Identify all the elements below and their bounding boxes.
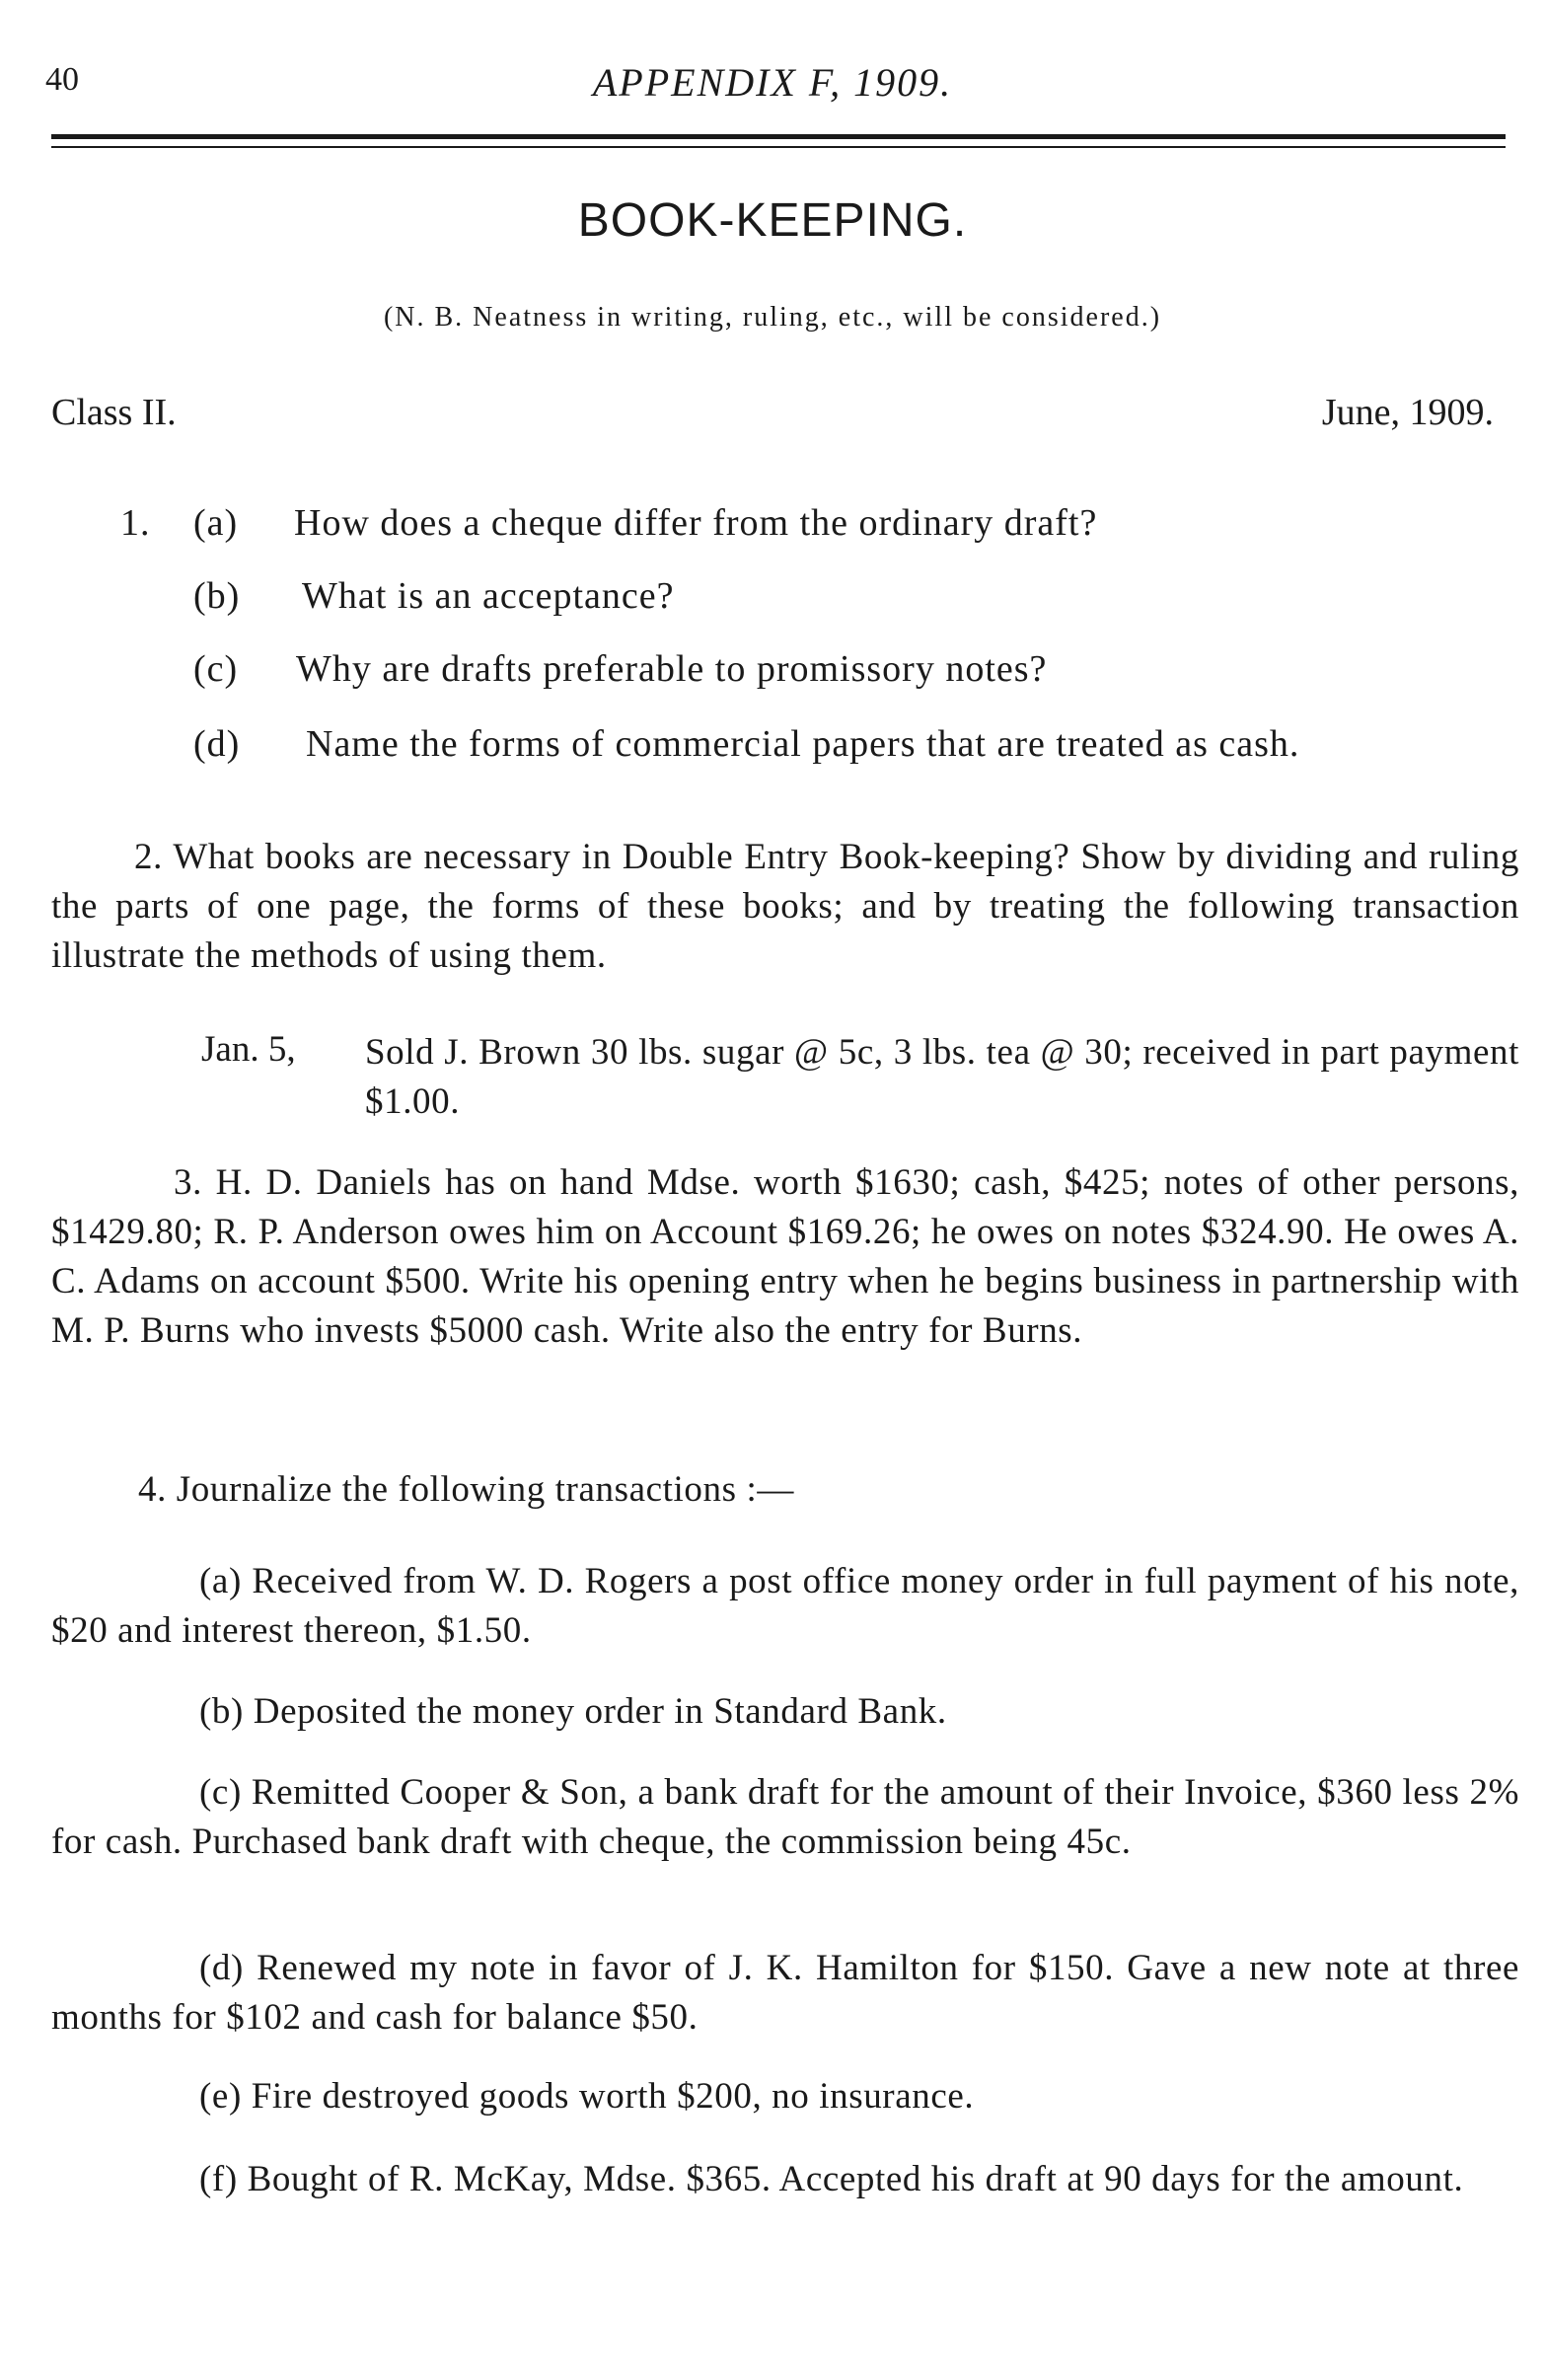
running-title: APPENDIX F, 1909.: [592, 60, 953, 105]
question-4-part-b: (b) Deposited the money order in Standard Bank.: [199, 1691, 947, 1732]
class-label: Class II.: [51, 392, 177, 433]
part-label-d: (d): [193, 723, 241, 765]
part-label-a: (a): [193, 502, 239, 544]
page-number: 40: [45, 61, 79, 98]
question-4-part-f: (f) Bought of R. McKay, Mdse. $365. Accepted his draft at 90 days for the amount.: [199, 2159, 1464, 2199]
instructions-note: (N. B. Neatness in writing, ruling, etc., will be considered.): [383, 302, 1162, 333]
part-label-b: (b): [193, 575, 241, 617]
part-text-d: Name the forms of commercial papers that are treated as cash.: [306, 723, 1300, 765]
question-2: 2. What books are necessary in Double Entry Book-keeping? Show by dividing and ruling the parts of one page, the forms of these books; and by treating the following transaction illustrate the methods of using them.: [51, 837, 1519, 976]
part-label-c: (c): [193, 648, 239, 690]
part-text-c: Why are drafts preferable to promissory notes?: [296, 648, 1048, 690]
question-4-part-e: (e) Fire destroyed goods worth $200, no insurance.: [199, 2076, 975, 2117]
question-3: 3. H. D. Daniels has on hand Mdse. worth $1630; cash, $425; notes of other persons, $1429.80; R. P. Anderson owes him on Account $169.26; he owes on notes $324.90. He owes A. C. Adams on account $500. Write his opening entry when he begins business in partnership with M. P. Burns who invests $5000 cash. Write also the entry for Burns.: [51, 1162, 1519, 1351]
part-text-b: What is an acceptance?: [302, 575, 675, 617]
header-rule-thick: [51, 134, 1506, 139]
page-title: BOOK-KEEPING.: [577, 194, 968, 247]
header-rule-thin: [51, 146, 1506, 148]
question-4-intro: 4. Journalize the following transactions :—: [138, 1469, 794, 1510]
transaction-date: Jan. 5,: [201, 1029, 296, 1070]
exam-date: June, 1909.: [1321, 392, 1494, 433]
question-4-part-c: (c) Remitted Cooper & Son, a bank draft for the amount of their Invoice, $360 less 2% for cash. Purchased bank draft with cheque, the commission being 45c.: [51, 1772, 1519, 1862]
transaction-text: Sold J. Brown 30 lbs. sugar @ 5c, 3 lbs. tea @ 30; received in part payment $1.00.: [365, 1032, 1519, 1122]
question-4-part-d: (d) Renewed my note in favor of J. K. Hamilton for $150. Gave a new note at three months for $102 and cash for balance $50.: [51, 1948, 1519, 2038]
question-4-part-a: (a) Received from W. D. Rogers a post office money order in full payment of his note, $20 and interest thereon, $1.50.: [51, 1561, 1519, 1651]
part-text-a: How does a cheque differ from the ordinary draft?: [294, 502, 1098, 544]
question-number: 1.: [120, 502, 151, 544]
